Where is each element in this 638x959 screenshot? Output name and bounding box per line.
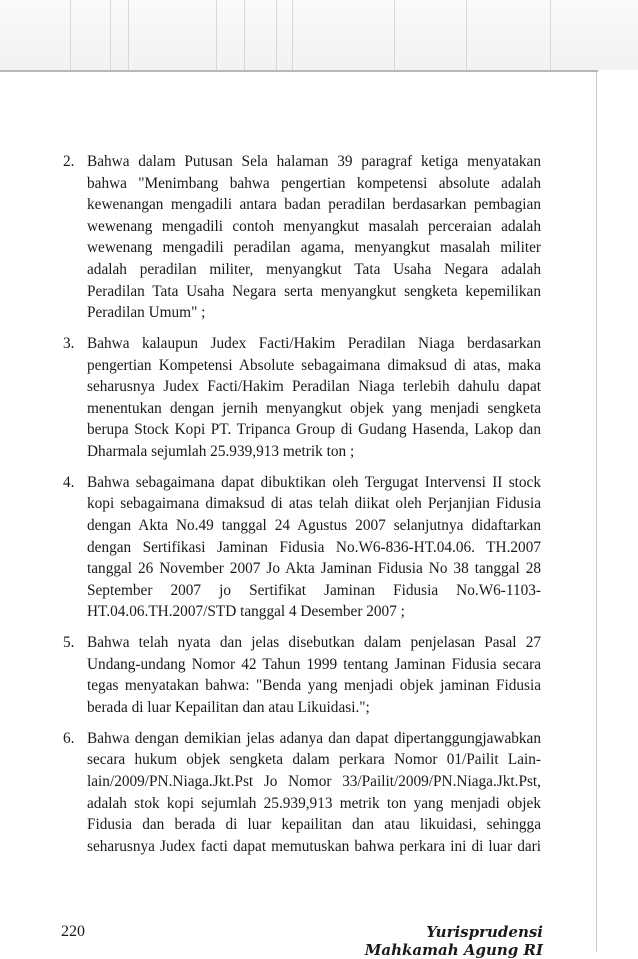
scan-stripe [70, 0, 71, 70]
text-line: HT.04.06.TH.2007/STD tanggal 4 Desember 2007 ; [87, 603, 405, 621]
text-line: wewenang mengadili contoh menyangkut masalah perceraian adalah [87, 217, 541, 235]
text-line: dengan Sertifikasi Jaminan Fidusia No.W6-836-HT.04.06. TH.2007 [87, 538, 541, 556]
text-line: Bahwa dalam Putusan Sela halaman 39 paragraf ketiga menyatakan [87, 153, 541, 170]
scan-stripe [110, 0, 111, 70]
scan-stripe [550, 0, 551, 70]
text-line: menentukan dengan jernih menyangkut objek yang menjadi sengketa [87, 399, 541, 417]
text-line: berupa Stock Kopi PT. Tripanca Group di Gudang Hasenda, Lakop dan [87, 421, 541, 439]
list-item-number: 2. [63, 153, 75, 170]
text-line: Dharmala sejumlah 25.939,913 metrik ton ; [87, 443, 355, 460]
text-line: berada di luar Kepailitan dan atau Likuidasi."; [87, 699, 370, 716]
text-line: kopi sebagaimana dimaksud di atas telah diikat oleh Perjanjian Fidusia [87, 495, 541, 513]
text-line: adalah peradilan militer, menyangkut Tata Usaha Negara adalah [87, 261, 541, 278]
text-line: bahwa "Menimbang bahwa pengertian kompetensi absolute adalah [87, 174, 541, 192]
text-line: tanggal 26 November 2007 Jo Akta Jaminan Fidusia No 38 tanggal 28 [87, 560, 541, 578]
scan-stripe [276, 0, 277, 70]
text-line: Bahwa kalaupun Judex Facti/Hakim Peradilan Niaga berdasarkan [87, 335, 541, 352]
scan-top-band [0, 0, 638, 70]
scan-stripe [394, 0, 395, 70]
scan-stripe [128, 0, 129, 70]
scan-stripe [292, 0, 293, 70]
text-line: pengertian Kompetensi Absolute sebagaimana dimaksud di atas, maka [87, 356, 541, 374]
page-edge-rule [596, 72, 597, 952]
text-line: lain/2009/PN.Niaga.Jkt.Pst Jo Nomor 33/Pailit/2009/PN.Niaga.Jkt.Pst, [87, 773, 541, 790]
list-item-number: 3. [63, 335, 75, 352]
text-line: kewenangan mengadili antara badan peradilan berdasarkan pembagian [87, 196, 541, 214]
list-item-number: 5. [63, 634, 75, 652]
publication-title: Yurisprudensi Mahkamah Agung RI [364, 923, 543, 959]
scan-stripe [244, 0, 245, 70]
list-item-number: 6. [63, 729, 75, 747]
list-item-number: 4. [63, 473, 75, 491]
text-line: Fidusia dan berada di luar kepailitan dan atau likuidasi, sehingga [87, 816, 541, 834]
text-line: tegas menyatakan bahwa: "Benda yang menjadi objek jaminan Fidusia [87, 677, 541, 695]
text-line: September 2007 jo Sertifikat Jaminan Fidusia No.W6-1103- [87, 581, 541, 599]
text-line: Bahwa sebagaimana dapat dibuktikan oleh Tergugat Intervensi II stock [87, 473, 541, 491]
text-line: Bahwa dengan demikian jelas adanya dan dapat dipertanggungjawabkan [87, 729, 541, 747]
text-line: secara hukum objek sengketa dalam perkara Nomor 01/Pailit Lain- [87, 751, 541, 769]
text-line: Undang-undang Nomor 42 Tahun 1999 tentang Jaminan Fidusia secara [87, 655, 541, 673]
header-rule [0, 70, 598, 72]
text-line: seharusnya Judex facti dapat memutuskan bahwa perkara ini di luar dari [87, 837, 541, 855]
text-line: seharusnya Judex Facti/Hakim Peradilan Niaga terlebih dahulu dapat [87, 378, 541, 396]
text-line: Peradilan Umum" ; [87, 304, 206, 322]
text-line: adalah stok kopi sejumlah 25.939,913 metrik ton yang menjadi objek [87, 794, 541, 812]
scan-stripe [216, 0, 217, 70]
scan-stripe [466, 0, 467, 70]
text-line: Bahwa telah nyata dan jelas disebutkan dalam penjelasan Pasal 27 [87, 634, 541, 652]
text-line: dengan Akta No.49 tanggal 24 Agustus 2007 selanjutnya didaftarkan [87, 517, 541, 534]
text-line: Peradilan Tata Usaha Negara serta menyangkut sengketa kepemilikan [87, 282, 541, 300]
text-line: wewenang mengadili peradilan agama, menyangkut masalah militer [87, 239, 541, 257]
page-number: 220 [61, 923, 85, 940]
